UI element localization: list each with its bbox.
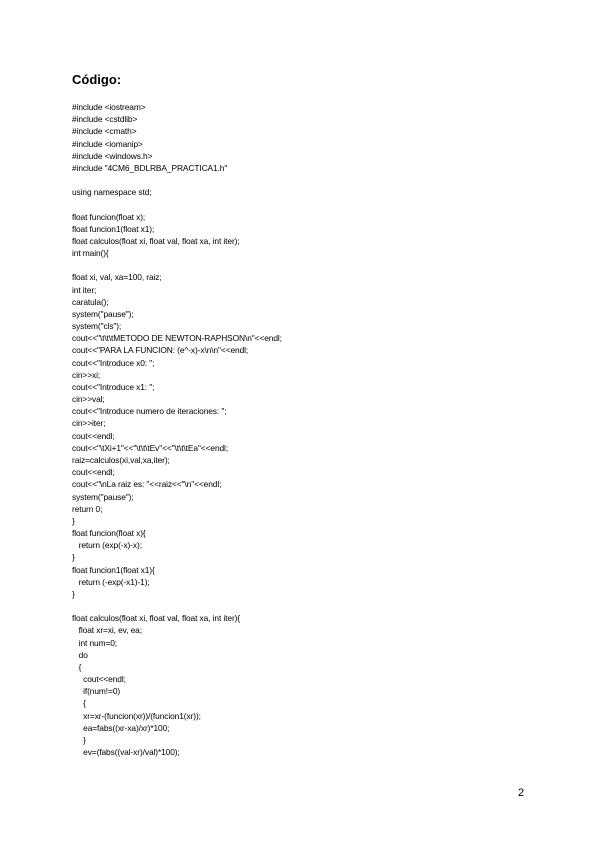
code-line: system("cls"); — [72, 321, 122, 332]
code-line: cout<<"PARA LA FUNCION: (e^-x)-x\n\n"<<endl; — [72, 345, 249, 356]
code-line: do — [72, 649, 88, 660]
code-line: ev=(fabs((val-xr)/val)*100); — [72, 747, 180, 758]
code-line: { — [72, 661, 82, 672]
code-line: cin>>val; — [72, 394, 105, 405]
code-line: system("pause"); — [72, 491, 134, 502]
code-line: cout<<endl; — [72, 674, 126, 685]
code-line: } — [72, 552, 75, 563]
code-line — [72, 198, 542, 210]
code-line: cout<<endl; — [72, 430, 115, 441]
code-line: cout<<"\nLa raiz es: "<<raiz<<"\n"<<endl; — [72, 479, 222, 490]
code-line: cout<<"Introduce numero de iteraciones: "; — [72, 406, 227, 417]
code-line: float funcion(float x){ — [72, 528, 146, 539]
code-line — [72, 174, 542, 186]
code-line: float xr=xi, ev, ea; — [72, 625, 142, 636]
code-line: #include "4CM6_BDLRBA_PRACTICA1.h" — [72, 162, 228, 173]
code-line: { — [72, 698, 86, 709]
code-line: float funcion1(float x1); — [72, 223, 155, 234]
code-line: #include <cstdlib> — [72, 114, 138, 125]
code-line: #include <iomanip> — [72, 138, 143, 149]
code-line: using namespace std; — [72, 187, 152, 198]
code-line: } — [72, 588, 75, 599]
code-line: cin>>xi; — [72, 369, 101, 380]
code-line: } — [72, 734, 86, 745]
code-block — [72, 101, 542, 758]
code-line: } — [72, 515, 75, 526]
code-line: int main(){ — [72, 248, 109, 259]
code-line: return (-exp(-x1)-1); — [72, 576, 150, 587]
code-line: int iter; — [72, 284, 97, 295]
code-line: int num=0; — [72, 637, 118, 648]
code-line: if(num!=0) — [72, 686, 121, 697]
page-number: 2 — [518, 787, 525, 799]
code-line: #include <iostream> — [72, 102, 146, 112]
code-line: cout<<"\t\t\tMETODO DE NEWTON-RAPHSON\n"<<endl; — [72, 333, 282, 344]
code-line: float calculos(float xi, float val, float xa, int iter); — [72, 235, 240, 246]
code-line: ea=fabs((xr-xa)/xr)*100; — [72, 722, 170, 733]
code-line: float funcion1(float x1){ — [72, 564, 155, 575]
code-line: float funcion(float x); — [72, 211, 146, 222]
code-line: cin>>iter; — [72, 418, 106, 429]
code-line: #include <cmath> — [72, 126, 137, 137]
code-line: cout<<endl; — [72, 467, 115, 478]
code-line: return (exp(-x)-x); — [72, 540, 142, 551]
code-line: system("pause"); — [72, 308, 134, 319]
code-line: raiz=calculos(xi,val,xa,iter); — [72, 454, 170, 465]
code-line: xr=xr-(funcion(xr))/(funcion1(xr)); — [72, 710, 201, 721]
code-line: cout<<"Introduce x0: "; — [72, 357, 155, 368]
code-line: cout<<"\tXi+1"<<"\t\t\tEv"<<"\t\t\tEa"<<endl; — [72, 442, 229, 453]
code-line: return 0; — [72, 503, 103, 514]
code-line: float calculos(float xi, float val, float xa, int iter){ — [72, 613, 241, 624]
code-line: cout<<"Introduce x1: "; — [72, 381, 155, 392]
code-line: caratula(); — [72, 296, 109, 307]
page-title: Código: — [72, 72, 122, 87]
code-line — [72, 600, 542, 612]
code-line — [72, 259, 542, 271]
code-line: #include <windows.h> — [72, 150, 153, 161]
code-line: float xi, val, xa=100, raiz; — [72, 272, 162, 283]
